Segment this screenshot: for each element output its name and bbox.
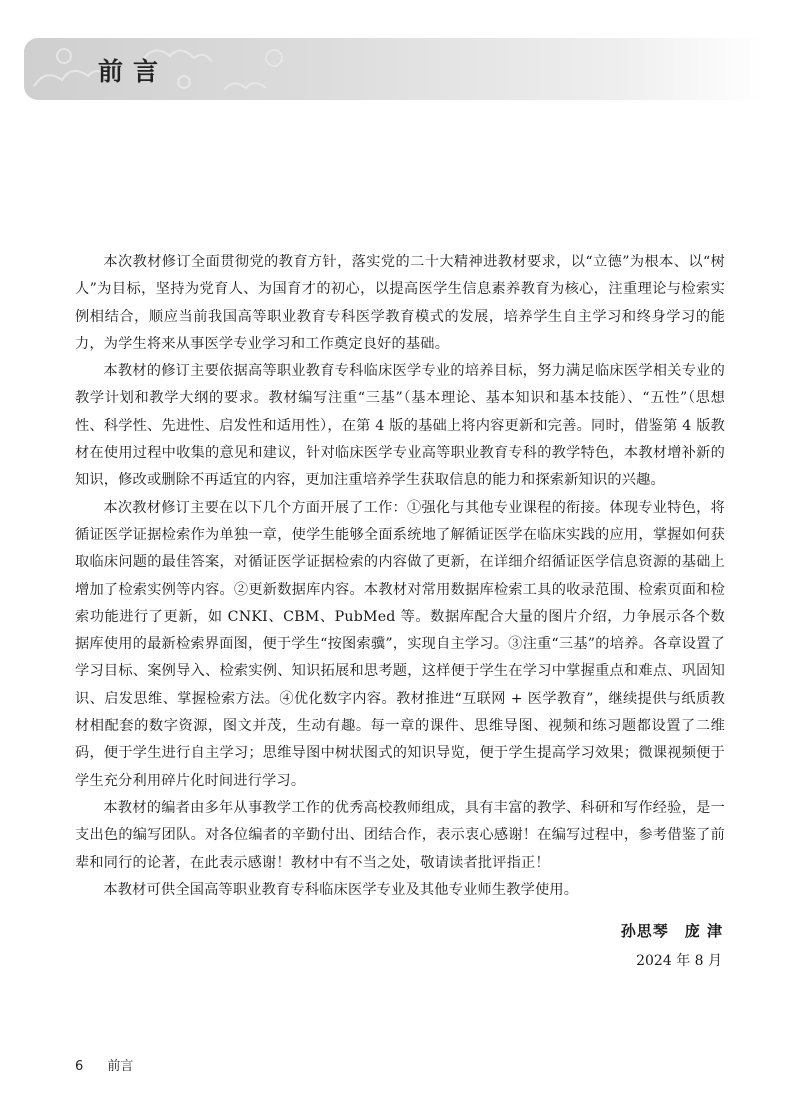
footer-section-label: 前言 bbox=[107, 1059, 134, 1074]
page-footer bbox=[75, 1055, 133, 1074]
page-number: 6 bbox=[75, 1059, 84, 1074]
paragraph-4: 本教材的编者由多年从事教学工作的优秀高校教师组成，具有丰富的教学、科研和写作经验，是一支出色的编写团队。对各位编者的辛勤付出、团结合作，表示衷心感谢！在编写过程中，参考借鉴了前辈和同行的论著，在此表示感谢！教材中有不当之处，敬请读者批评指正！ bbox=[75, 799, 725, 871]
paragraph-1: 本次教材修订全面贯彻党的教育方针，落实党的二十大精神进教材要求，以“立德”为根本、以“树人”为目标，坚持为党育人、为国育才的初心，以提高医学生信息素养教育为核心，注重理论与检索实例相结合，顺应当前我国高等职业教育专科医学教育模式的发展，培养学生自主学习和终身学习的能力，为学生将来从事医学专业学习和工作奠定良好的基础。 bbox=[75, 254, 725, 352]
preface-body bbox=[75, 249, 725, 904]
chapter-header-banner bbox=[24, 38, 764, 100]
cloud-pattern-decoration bbox=[24, 38, 324, 100]
paragraph-3: 本次教材修订主要在以下几个方面开展了工作：①强化与其他专业课程的衔接。体现专业特色，将循证医学证据检索作为单独一章，使学生能够全面系统地了解循证医学在临床实践的应用，掌握如何获取临床问题的最佳答案，对循证医学证据检索的内容做了更新，在详细介绍循证医学信息资源的基础上增加了检索实例等内容。②更新数据库内容。本教材对常用数据库检索工具的收录范围、检索页面和检索功能进行了更新，如 CNKI、CBM、PubMed 等。数据库配合大量的图片介绍，力争展示各个数据库使用的最新检索界面图，便于学生“按图索骥”，实现自主学习。③注重“三基”的培养。各章设置了学习目标、案例导入、检索实例、知识拓展和思考题，这样便于学生在学习中掌握重点和难点、巩固知识、启发思维、掌握检索方法。④优化数字内容。教材推进“互联网 + 医学教育”，继续提供与纸质教材相配套的数字资源，图文并茂，生动有趣。每一章的课件、思维导图、视频和练习题都设置了二维码，便于学生进行自主学习；思维导图中树状图式的知识导览，便于学生提高学习效果；微课视频便于学生充分利用碎片化时间进行学习。 bbox=[75, 499, 725, 789]
author-signature: 孙思琴 庞 津 bbox=[620, 922, 723, 940]
paragraph-5: 本教材可供全国高等职业教育专科临床医学专业及其他专业师生教学使用。 bbox=[103, 881, 579, 898]
signature-date: 2024 年 8 月 bbox=[636, 953, 722, 969]
page-title: 前言 bbox=[98, 57, 169, 86]
paragraph-2: 本教材的修订主要依据高等职业教育专科临床医学专业的培养目标，努力满足临床医学相关专业的教学计划和教学大纲的要求。教材编写注重“三基”（基本理论、基本知识和基本技能）、“五性”（思想性、科学性、先进性、启发性和适用性），在第 4 版的基础上将内容更新和完善。同时，借鉴第 4 版教材在使用过程中收集的意见和建议，针对临床医学专业高等职业教育专科的教学特色，本教材增补新的知识，修改或删除不再适宜的内容，更加注重培养学生获取信息的能力和探索新知识的兴趣。 bbox=[75, 363, 725, 489]
